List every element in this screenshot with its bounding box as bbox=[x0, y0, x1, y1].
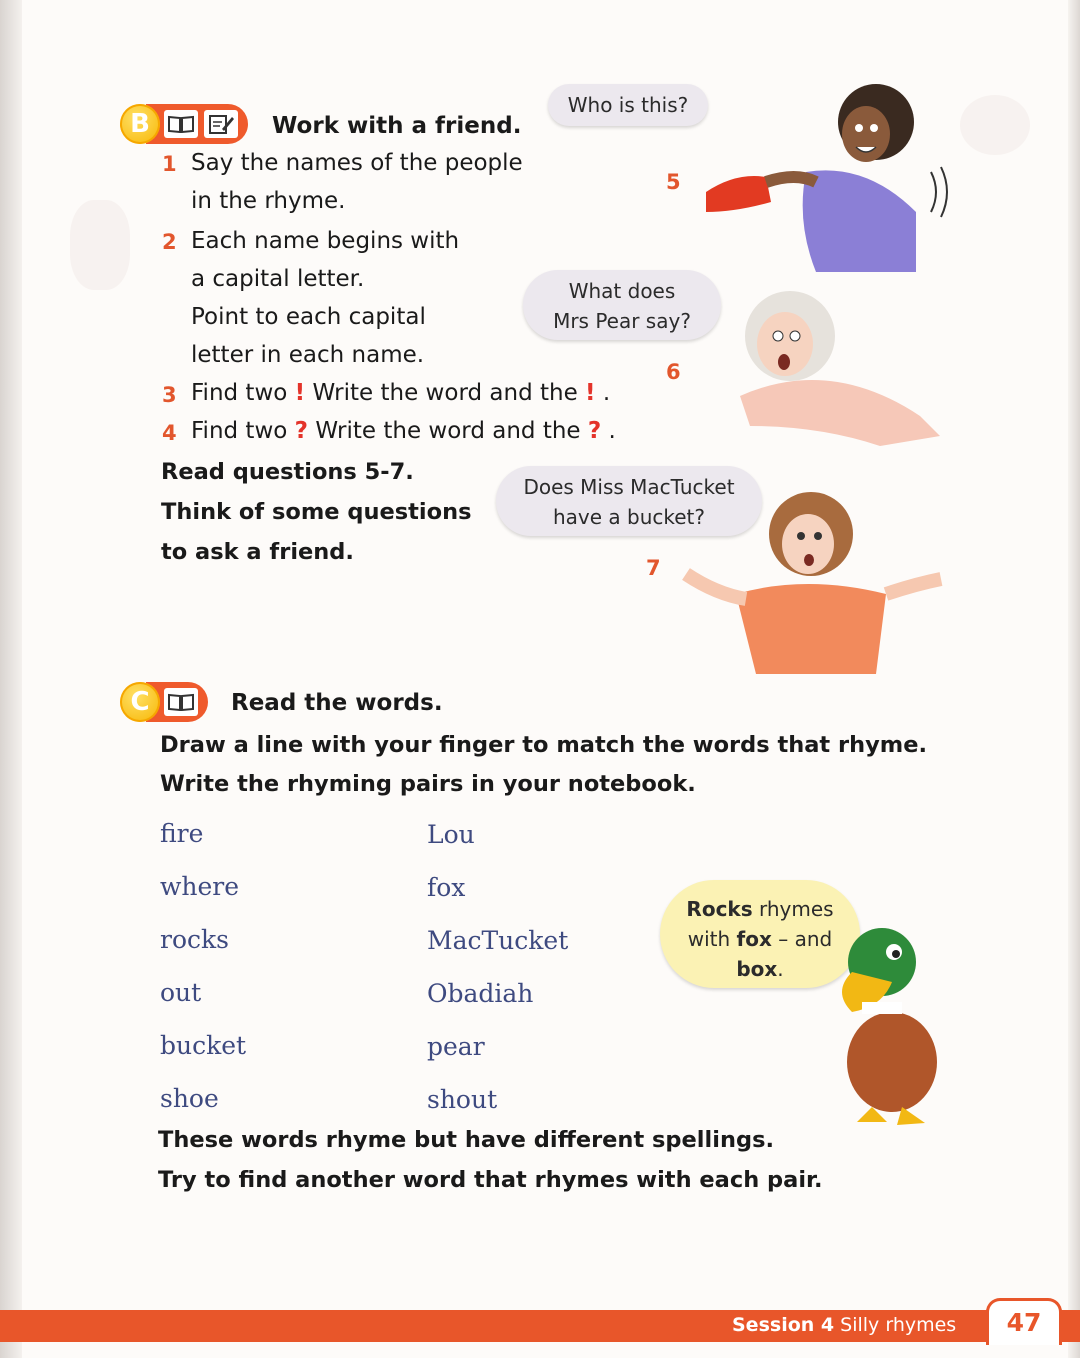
rhyme-word-left: shoe bbox=[160, 1084, 219, 1113]
show-through-mark bbox=[70, 200, 130, 290]
rhyme-word-right: Lou bbox=[427, 820, 475, 849]
item-text: letter in each name. bbox=[191, 342, 425, 368]
page-number: 47 bbox=[986, 1298, 1062, 1345]
rhyme-word-left: fire bbox=[160, 819, 204, 848]
book-icon bbox=[164, 688, 198, 716]
section-b-badge bbox=[120, 102, 248, 146]
item-text: Find two ? Write the word and the ? . bbox=[191, 418, 616, 444]
exclamation-mark: ! bbox=[294, 380, 306, 406]
item-text: Point to each capital bbox=[191, 304, 426, 330]
section-c-badge bbox=[120, 680, 208, 724]
instruction-text: Read questions 5-7. bbox=[161, 459, 414, 485]
instruction-text: Think of some questions bbox=[161, 499, 472, 525]
section-c-heading: Read the words. bbox=[231, 690, 443, 716]
section-letter: C bbox=[120, 682, 160, 722]
item-text: in the rhyme. bbox=[191, 188, 346, 214]
question-number: 6 bbox=[666, 360, 681, 384]
speech-bubble: Does Miss MacTucket have a bucket? bbox=[496, 466, 762, 536]
rhyme-word-left: where bbox=[160, 872, 240, 901]
question-number: 7 bbox=[646, 556, 661, 580]
instruction-text: to ask a friend. bbox=[161, 539, 354, 565]
write-icon bbox=[204, 110, 238, 138]
duck-illustration bbox=[822, 912, 952, 1132]
book-icon bbox=[164, 110, 198, 138]
rhyme-word-left: bucket bbox=[160, 1031, 247, 1060]
rhyme-word-right: fox bbox=[427, 873, 466, 902]
speech-bubble: Who is this? bbox=[548, 84, 708, 126]
closing-text: These words rhyme but have different spellings. bbox=[158, 1127, 775, 1153]
girl-shrugging-illustration bbox=[676, 484, 956, 684]
old-woman-illustration bbox=[680, 276, 980, 476]
duck-speech-bubble: Rocks rhymes with fox – and box. bbox=[660, 880, 860, 988]
woman-with-shoe-illustration bbox=[676, 62, 976, 272]
activity-icons bbox=[146, 104, 248, 144]
item-number: 1 bbox=[162, 152, 177, 176]
rhyme-word-right: Obadiah bbox=[427, 979, 534, 1008]
item-text: Say the names of the people bbox=[191, 150, 523, 176]
item-number: 4 bbox=[162, 421, 177, 445]
rhyme-word-left: out bbox=[160, 978, 202, 1007]
item-text: a capital letter. bbox=[191, 266, 365, 292]
instruction-text: Draw a line with your finger to match the words that rhyme. bbox=[160, 732, 928, 758]
speech-bubble: What does Mrs Pear say? bbox=[523, 270, 721, 340]
item-number: 2 bbox=[162, 230, 177, 254]
item-number: 3 bbox=[162, 383, 177, 407]
item-text: Find two ! Write the word and the ! . bbox=[191, 380, 611, 406]
section-b-heading: Work with a friend. bbox=[272, 113, 522, 139]
item-text: Each name begins with bbox=[191, 228, 460, 254]
rhyme-word-left: rocks bbox=[160, 925, 229, 954]
rhyme-word-right: pear bbox=[427, 1032, 485, 1061]
instruction-text: Write the rhyming pairs in your notebook. bbox=[160, 771, 696, 797]
rhyme-word-right: shout bbox=[427, 1085, 498, 1114]
rhyme-word-right: MacTucket bbox=[427, 926, 569, 955]
page-gutter-right bbox=[1068, 0, 1080, 1358]
footer-session-label: Session 4 Silly rhymes bbox=[732, 1314, 957, 1336]
question-mark: ? bbox=[294, 418, 308, 444]
section-letter: B bbox=[120, 104, 160, 144]
closing-text: Try to find another word that rhymes with each pair. bbox=[158, 1167, 823, 1193]
page-gutter-left bbox=[0, 0, 22, 1358]
question-number: 5 bbox=[666, 170, 681, 194]
